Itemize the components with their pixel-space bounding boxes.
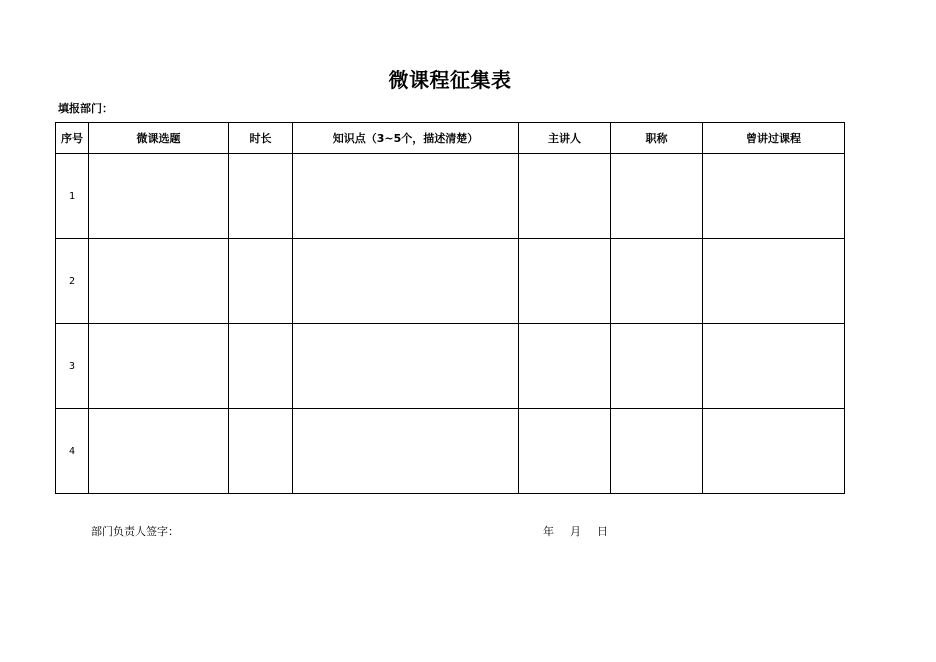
duration-cell[interactable] xyxy=(229,239,293,324)
table-row xyxy=(56,409,845,494)
collection-table xyxy=(55,122,845,494)
job-title-cell[interactable] xyxy=(611,409,703,494)
knowledge-cell[interactable] xyxy=(293,324,519,409)
table-row xyxy=(56,239,845,324)
header-job-title: 职称 xyxy=(611,123,703,154)
knowledge-cell[interactable] xyxy=(293,409,519,494)
table-row xyxy=(56,324,845,409)
lecturer-cell[interactable] xyxy=(519,154,611,239)
header-topic: 微课选题 xyxy=(89,123,229,154)
topic-cell[interactable] xyxy=(89,324,229,409)
date-day-label: 日 xyxy=(597,525,608,538)
form-title: 微课程征集表 xyxy=(388,68,512,92)
topic-cell[interactable] xyxy=(89,409,229,494)
lecturer-cell[interactable] xyxy=(519,324,611,409)
header-lecturer: 主讲人 xyxy=(519,123,611,154)
topic-cell[interactable] xyxy=(89,239,229,324)
lecturer-cell[interactable] xyxy=(519,409,611,494)
row-index: 3 xyxy=(56,324,89,409)
table-header-row xyxy=(56,123,845,154)
duration-cell[interactable] xyxy=(229,324,293,409)
duration-cell[interactable] xyxy=(229,154,293,239)
past-courses-cell[interactable] xyxy=(703,154,845,239)
date-year-label: 年 xyxy=(543,525,554,538)
signature-label: 部门负责人签字： xyxy=(91,525,179,538)
past-courses-cell[interactable] xyxy=(703,409,845,494)
row-index: 2 xyxy=(56,239,89,324)
job-title-cell[interactable] xyxy=(611,324,703,409)
knowledge-cell[interactable] xyxy=(293,154,519,239)
lecturer-cell[interactable] xyxy=(519,239,611,324)
header-knowledge-points: 知识点（3~5个，描述清楚） xyxy=(293,123,519,154)
table-row xyxy=(56,154,845,239)
date-month-label: 月 xyxy=(570,525,581,538)
department-label: 填报部门： xyxy=(58,102,113,115)
header-index: 序号 xyxy=(56,123,89,154)
date-labels xyxy=(543,523,624,539)
job-title-cell[interactable] xyxy=(611,154,703,239)
duration-cell[interactable] xyxy=(229,409,293,494)
row-index: 4 xyxy=(56,409,89,494)
past-courses-cell[interactable] xyxy=(703,239,845,324)
past-courses-cell[interactable] xyxy=(703,324,845,409)
header-duration: 时长 xyxy=(229,123,293,154)
header-past-courses: 曾讲过课程 xyxy=(703,123,845,154)
job-title-cell[interactable] xyxy=(611,239,703,324)
knowledge-cell[interactable] xyxy=(293,239,519,324)
topic-cell[interactable] xyxy=(89,154,229,239)
row-index: 1 xyxy=(56,154,89,239)
